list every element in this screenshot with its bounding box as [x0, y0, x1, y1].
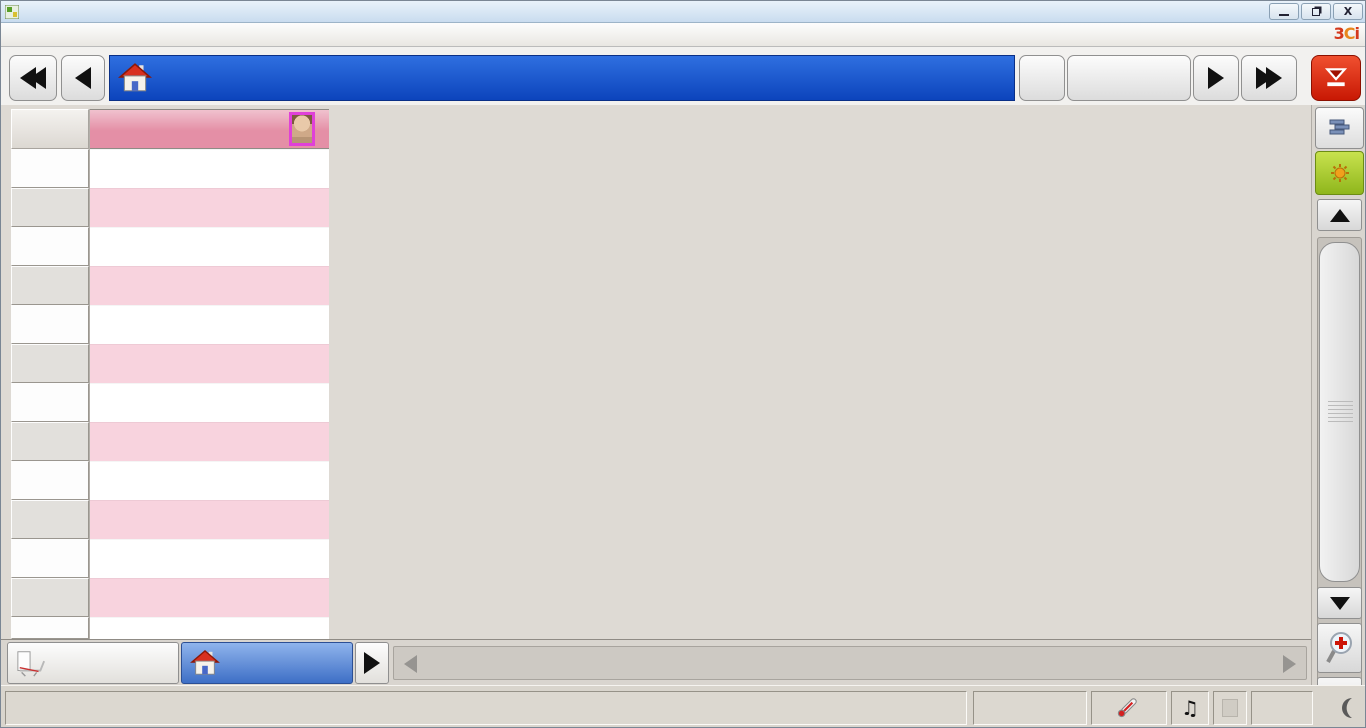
tab-planning-cabines[interactable] [7, 642, 179, 684]
calendar-cell[interactable] [89, 305, 329, 344]
hscroll-right-arrow-icon [1283, 655, 1296, 673]
calendar-cell[interactable] [89, 149, 329, 188]
disabled-tool-button [1213, 691, 1247, 725]
scrollbar-grip [1328, 401, 1353, 423]
time-cell [11, 578, 89, 617]
scroll-down-button[interactable] [1317, 587, 1362, 619]
magnifier-plus-icon [1325, 631, 1355, 665]
calendar-cell[interactable] [89, 617, 329, 639]
calendar-cell[interactable] [89, 578, 329, 617]
calendar-cell[interactable] [89, 266, 329, 305]
disabled-icon [1222, 699, 1238, 717]
time-cell [11, 305, 89, 344]
tab-bar [1, 639, 1311, 685]
grid-corner-cell [11, 109, 89, 149]
brand-logo [1334, 24, 1359, 43]
calendar-cell[interactable] [89, 383, 329, 422]
calendar-cell[interactable] [89, 539, 329, 578]
cabine-icon [16, 648, 46, 678]
right-arrow-icon [364, 652, 380, 674]
tab-scroll-right-button[interactable] [355, 642, 389, 684]
time-cell [11, 149, 89, 188]
time-cell [11, 500, 89, 539]
status-empty-panel [973, 691, 1087, 725]
column-header-stéphanie[interactable] [89, 109, 329, 149]
menu-button[interactable] [1315, 107, 1364, 149]
time-cell [11, 188, 89, 227]
time-cell [11, 461, 89, 500]
right-sidebar [1311, 105, 1366, 728]
time-cell [11, 539, 89, 578]
planner-area [1, 1, 1311, 728]
horizontal-scrollbar[interactable] [393, 646, 1307, 680]
sun-icon [1329, 163, 1351, 183]
brand-3ci: 3Ci [1333, 24, 1359, 43]
time-cell [11, 422, 89, 461]
music-button[interactable] [1171, 691, 1209, 725]
calendar-cell[interactable] [89, 500, 329, 539]
new-appointment-button[interactable] [1315, 151, 1364, 195]
close-button[interactable]: X [1333, 3, 1363, 20]
status-bar [1, 685, 1366, 728]
moon-icon [1337, 696, 1359, 720]
calendar-cell[interactable] [89, 461, 329, 500]
menu-stack-icon [1328, 119, 1352, 137]
tab-planning-general[interactable] [181, 642, 353, 684]
scroll-up-button[interactable] [1317, 199, 1362, 231]
time-cell [11, 383, 89, 422]
zoom-in-button[interactable] [1317, 623, 1362, 673]
time-cell [11, 617, 89, 639]
temperature-panel [1091, 691, 1167, 725]
music-note-icon: ♫ [1181, 696, 1199, 720]
time-cell [11, 227, 89, 266]
calendar-cell[interactable] [89, 188, 329, 227]
thermometer-icon [1114, 695, 1140, 721]
calendar-cell[interactable] [89, 227, 329, 266]
worker-avatar [289, 112, 315, 146]
scrollbar-thumb[interactable] [1319, 242, 1360, 582]
exit-button[interactable] [1311, 55, 1361, 101]
down-arrow-icon [1330, 597, 1350, 610]
time-cell [11, 266, 89, 305]
hscroll-left-arrow-icon [404, 655, 417, 673]
column-divider [89, 109, 90, 639]
exit-icon [1323, 66, 1349, 90]
clock-panel [1251, 691, 1313, 725]
time-cell [11, 344, 89, 383]
calendar-cell[interactable] [89, 422, 329, 461]
calendar-cell[interactable] [89, 344, 329, 383]
up-arrow-icon [1330, 209, 1350, 222]
house-icon [190, 649, 220, 677]
status-message-panel [5, 691, 967, 725]
